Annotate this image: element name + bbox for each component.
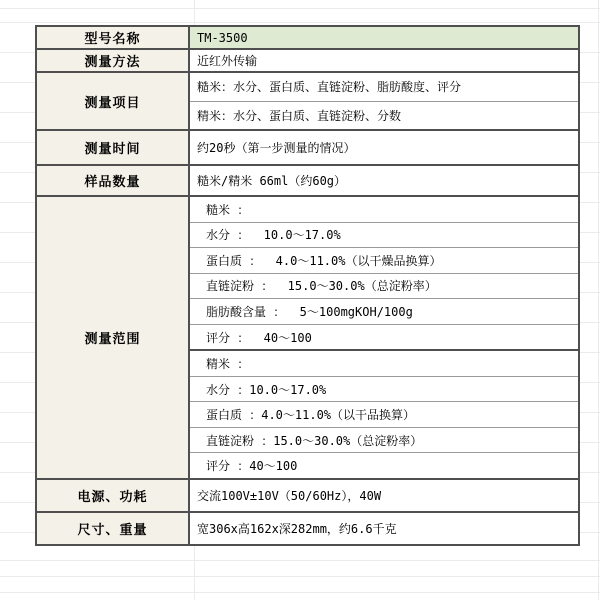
label-dimensions-weight[interactable]: 尺寸、重量 — [37, 513, 190, 544]
table-row-measurement-time — [37, 129, 578, 164]
range-white-rice-header[interactable]: 精米 ： — [190, 349, 578, 376]
value-sample-quantity[interactable]: 糙米/精米 66ml（约60g） — [190, 166, 578, 195]
range-brown-moisture[interactable]: 水分 ： 10.0～17.0% — [190, 222, 578, 248]
label-measurement-time[interactable]: 测量时间 — [37, 131, 190, 164]
range-brown-fatty-acid[interactable]: 脂肪酸含量 ： 5～100mgKOH/100g — [190, 298, 578, 324]
table-row-model-name — [37, 27, 578, 48]
value-items-white-rice[interactable]: 精米：水分、蛋白质、直链淀粉、分数 — [190, 101, 578, 130]
value-model-name[interactable]: TM-3500 — [190, 27, 578, 48]
table-row-measurement-range — [37, 195, 578, 478]
range-brown-protein[interactable]: 蛋白质 ： 4.0～11.0%（以干燥品换算） — [190, 247, 578, 273]
label-measurement-items[interactable]: 测量项目 — [37, 73, 190, 129]
range-brown-amylose[interactable]: 直链淀粉 ： 15.0～30.0%（总淀粉率） — [190, 273, 578, 299]
table-row-dimensions-weight — [37, 511, 578, 544]
range-brown-rice-header[interactable]: 糙米 ： — [190, 197, 578, 222]
gridline — [0, 560, 600, 561]
value-items-brown-rice[interactable]: 糙米：水分、蛋白质、直链淀粉、脂肪酸度、评分 — [190, 73, 578, 101]
label-sample-quantity[interactable]: 样品数量 — [37, 166, 190, 195]
range-white-protein[interactable]: 蛋白质 ：4.0～11.0%（以干品换算） — [190, 401, 578, 427]
label-measurement-method[interactable]: 测量方法 — [37, 50, 190, 71]
range-white-score[interactable]: 评分 ：40～100 — [190, 452, 578, 478]
table-row-power-consumption — [37, 478, 578, 511]
value-measurement-time[interactable]: 约20秒（第一步测量的情况） — [190, 131, 578, 164]
label-power-consumption[interactable]: 电源、功耗 — [37, 480, 190, 511]
range-white-moisture[interactable]: 水分 ：10.0～17.0% — [190, 376, 578, 402]
range-white-amylose[interactable]: 直链淀粉 ：15.0～30.0%（总淀粉率） — [190, 427, 578, 453]
label-model-name[interactable]: 型号名称 — [37, 27, 190, 48]
table-row-measurement-method — [37, 48, 578, 71]
gridline — [598, 0, 599, 600]
measurement-range-stack — [190, 197, 578, 478]
gridline — [0, 576, 600, 577]
label-measurement-range[interactable]: 测量范围 — [37, 197, 190, 478]
value-power-consumption[interactable]: 交流100V±10V（50/60Hz），40W — [190, 480, 578, 511]
range-brown-score[interactable]: 评分 ： 40～100 — [190, 324, 578, 350]
gridline — [0, 592, 600, 593]
table-row-sample-quantity — [37, 164, 578, 195]
value-measurement-method[interactable]: 近红外传输 — [190, 50, 578, 71]
gridline — [0, 8, 600, 9]
gridline — [0, 22, 600, 23]
table-row-measurement-items — [37, 71, 578, 129]
spec-table — [35, 25, 580, 546]
measurement-items-stack — [190, 73, 578, 129]
value-dimensions-weight[interactable]: 宽306x高162x深282mm，约6.6千克 — [190, 513, 578, 544]
